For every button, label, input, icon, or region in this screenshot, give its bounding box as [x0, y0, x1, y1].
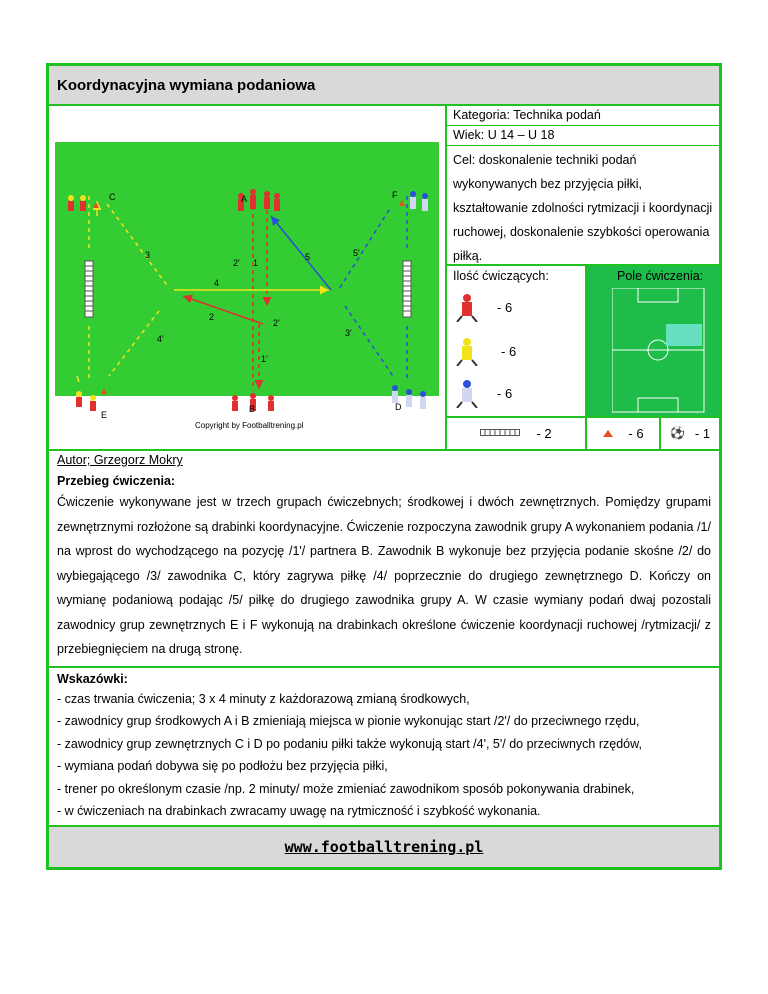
- ladder-icon: [480, 429, 520, 437]
- diagram-cell: [49, 106, 447, 449]
- label-5: 5: [305, 252, 311, 262]
- description-title: Przebieg ćwiczenia:: [57, 474, 176, 488]
- field-cell: [587, 266, 719, 416]
- cone-count: - 6: [587, 418, 661, 449]
- label-f: F: [392, 190, 398, 200]
- tip-item: - czas trwania ćwiczenia; 3 x 4 minuty z każdorazową zmianą środkowych,: [57, 691, 470, 706]
- counts-section: [447, 266, 719, 418]
- label-1: 1: [253, 258, 259, 268]
- footer: [49, 827, 719, 867]
- ball-count: ⚽ - 1: [669, 425, 711, 441]
- exercise-sheet: [46, 63, 722, 870]
- label-4p: 4': [157, 334, 164, 344]
- author: Autor; Grzegorz Mokry: [57, 453, 183, 467]
- red-player-row: - 6: [453, 292, 512, 322]
- field-diagram: [612, 288, 732, 416]
- top-section: [49, 106, 719, 451]
- players-label: Ilość ćwiczących:: [453, 269, 549, 284]
- tips-list: [49, 688, 719, 827]
- equipment-row: [447, 418, 719, 449]
- ladder-left-icon: [85, 261, 93, 317]
- label-5p: 5': [353, 248, 360, 258]
- ladder-right-icon: [403, 261, 411, 317]
- tip-item: - zawodnicy grup zewnętrznych C i D po podaniu piłki także wykonują start /4', 5'/ do przeciwnych rzędów,: [57, 736, 642, 751]
- label-2pp: 2': [273, 318, 280, 328]
- label-a: A: [241, 194, 248, 204]
- goal: Cel: doskonalenie techniki podań wykonywanych bez przyjęcia piłki, kształtowanie zdolności rytmizacji i koordynacji ruchowej, doskonalenie szybkości operowania piłką.: [447, 146, 719, 266]
- label-b: B: [249, 404, 256, 414]
- ladder-count: - 2: [447, 418, 587, 449]
- tips-title: Wskazówki:: [57, 671, 128, 686]
- label-3: 3: [145, 250, 151, 260]
- info-panel: [447, 106, 719, 449]
- tip-item: - trener po określonym czasie /np. 2 minuty/ może zmieniać zawodnikom sposób pokonywania drabinek,: [57, 781, 635, 796]
- yellow-player-row: - 6: [453, 336, 516, 366]
- pitch: [55, 142, 439, 396]
- training-diagram: [49, 106, 445, 449]
- field-label: Pole ćwiczenia:: [617, 269, 704, 284]
- diagram-copyright: Copyright by Footballtrening.pl: [195, 421, 304, 430]
- label-4: 4: [214, 278, 220, 288]
- red-player-icon: [453, 292, 487, 322]
- tip-item: - zawodnicy grup środkowych A i B zmieniają miejsca w pionie wykonując start /2'/ do przeciwnego rzędu,: [57, 714, 640, 728]
- website-link[interactable]: www.footballtrening.pl: [284, 837, 484, 856]
- label-c: C: [109, 192, 116, 202]
- blue-player-icon: [453, 378, 487, 408]
- age: Wiek: U 14 – U 18: [447, 126, 719, 146]
- tip-item: - w ćwiczeniach na drabinkach zwracamy uwagę na rytmiczność i szybkość wykonania.: [57, 804, 541, 818]
- tip-item: - wymiana podań dobywa się po podłożu bez przyjęcia piłki,: [57, 759, 388, 773]
- cone-icon: [602, 428, 614, 438]
- players-count: [447, 266, 587, 416]
- label-3p: 3': [345, 328, 352, 338]
- exercise-title: Koordynacyjna wymiana podaniowa: [49, 66, 719, 106]
- label-e: E: [101, 410, 108, 420]
- category: Kategoria: Technika podań: [447, 106, 719, 126]
- ball-icon: ⚽: [669, 426, 685, 441]
- label-2: 2: [209, 312, 215, 322]
- description: Ćwiczenie wykonywane jest w trzech grupach ćwiczebnych; środkowej i dwóch zewnętrznych. Pomiędzy grupami zewnętrznymi rozłożone są drabinki koordynacyjne. Ćwiczenie rozpoczyna zawodnik grupy A wykonaniem podania /1/ na wprost do wychodzącego na pozycję /1'/ partnera B. Zawodnik B wykonuje bez przyjęcia podanie skośne /2/ do wybiegającego /3/ zawodnika C, który zagrywa piłkę /4/ poprzecznie do drugiego zewnętrznego D. Kończy on wymianę podaniową podając /5/ piłkę do drugiego zawodnika grupy A. W czasie wymiany podań dwaj pozostali zawodnicy grup zewnętrznych E i F wykonują na drabinkach określone ćwiczenie koordynacji ruchowej /rytmizacji/ z przebiegnięciem na drugą stronę.: [49, 490, 719, 668]
- yellow-player-icon: [453, 336, 487, 366]
- label-d: D: [395, 402, 402, 412]
- blue-player-row: - 6: [453, 378, 512, 408]
- label-1p: 1': [261, 354, 268, 364]
- label-2p: 2': [233, 258, 240, 268]
